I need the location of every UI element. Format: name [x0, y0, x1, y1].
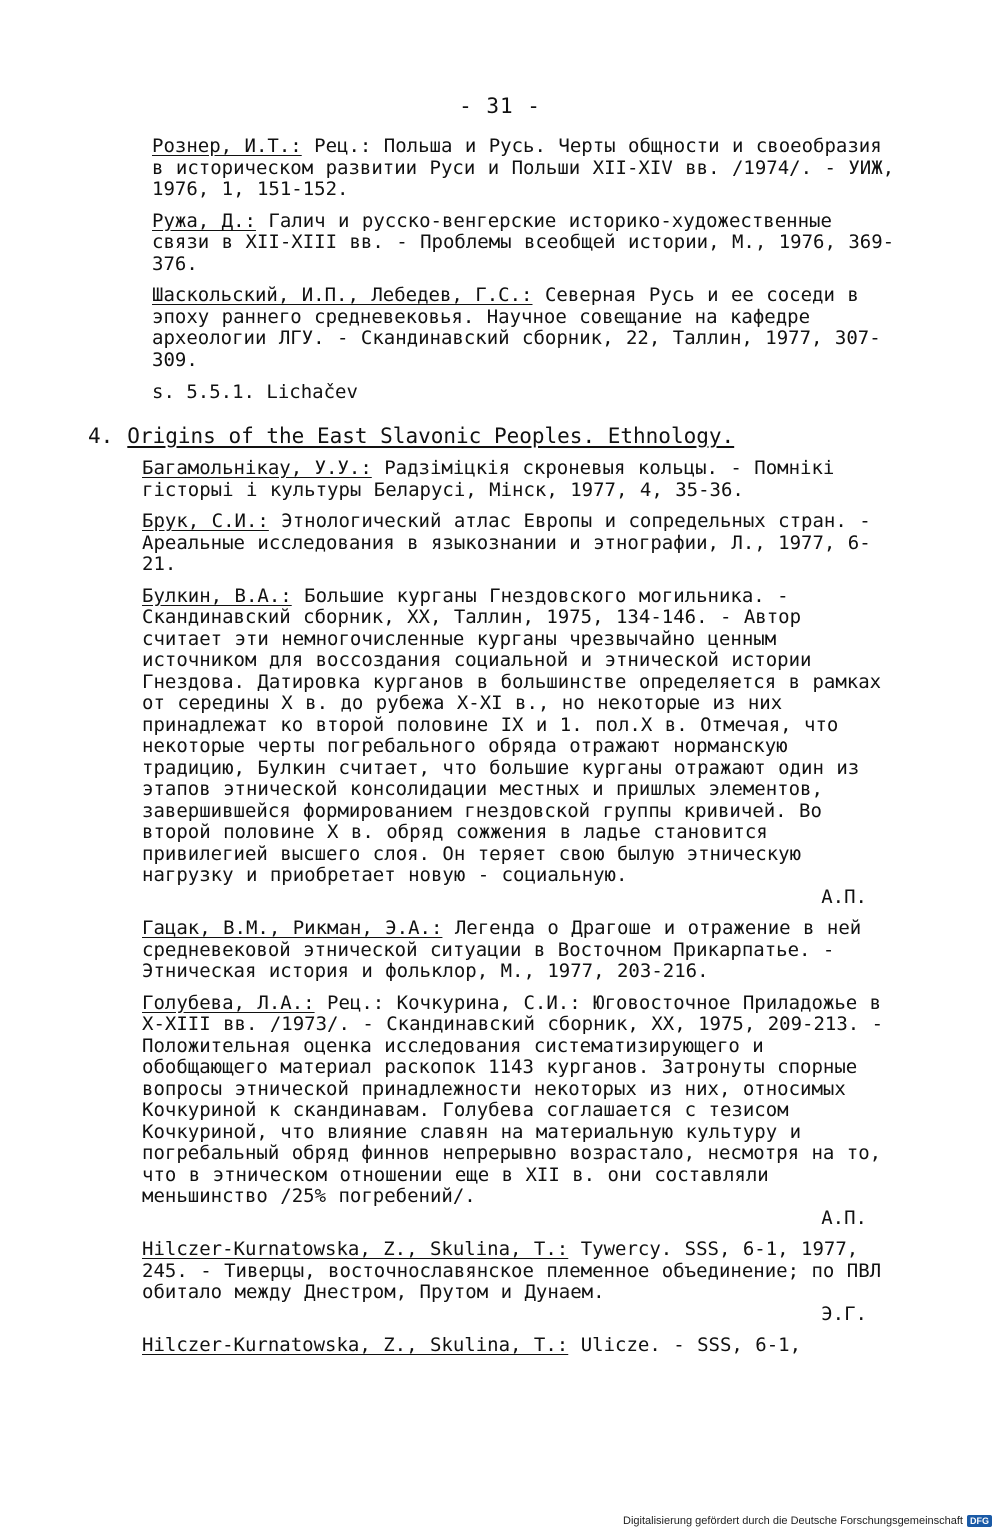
- entry-authors: Булкин, В.А.:: [142, 584, 292, 607]
- entry-text: Радзіміцкія скроневыя кольцы. - Помнікі гісторыі і культуры Беларусі, Мінск, 1977, 4, 35-36.: [142, 457, 835, 501]
- entry-text: Галич и русско-венгерские историко-художественные связи в XII-XIII вв. - Проблемы всеобщей истории, М., 1976, 369-376.: [152, 209, 895, 275]
- entry-text: Рец.: Кочкурина, С.И.: Юговосточное Приладожье в X-XIII вв. /1973/. - Скандинавский сборник, XX, 1975, 209-213. - Положительная оценка исследования систематизирующего и обобщающего материал раскопок 1143 курганов. Затронуты спорные вопросы этнической принадлежности некоторых из них, относимых Кочкуриной к скандинавам. Голубева соглашается с тезисом Кочкуриной, что влияние славян на материальную культуру и погребальный обряд финнов непрерывно возрастало, несмотря на то, что в этническом отношении еще в XII в. они составляли меньшинство /25% погребений/.: [142, 991, 884, 1207]
- bibliography-entry: [142, 586, 887, 909]
- reviewer-initials: Э.Г.: [821, 1302, 867, 1325]
- bibliography-entry: [152, 285, 897, 371]
- digitization-footer: [623, 1515, 992, 1527]
- reviewer-initials: А.П.: [821, 1206, 867, 1229]
- page-number: - 31 -: [459, 94, 541, 118]
- bibliography-entry: [152, 211, 897, 276]
- entry-authors: Гацак, В.М., Рикман, Э.А.:: [142, 917, 443, 939]
- entry-authors: Ружа, Д.:: [152, 209, 256, 232]
- entry-text: Большие курганы Гнездовского могильника. - Скандинавский сборник, XX, Таллин, 1975, 134-146. - Автор считает эти немногочисленные курганы чрезвычайно ценным источником для воссоздания социальной и этнической истории Гнездова. Датировка курганов в большинстве определяется в рамках от середины X в. до рубежа X-XI в., но некоторые из них принадлежат ко второй половине IX и 1. пол.X в. Отмечая, что некоторые черты погребального обряда отражают норманскую традицию, Булкин считает, что большие курганы отражают один из этапов этнической консолидации местных и пришлых элементов, завершившейся формированием гнездовской группы кривичей. Во второй половине X в. обряд сожжения в ладье становится привилегией высшего слоя. Он теряет свою былую этническую нагрузку и приобретает новую - социальную.: [142, 584, 882, 886]
- section-number: 4.: [88, 424, 114, 448]
- section-heading: [88, 424, 734, 448]
- entry-authors: Hilczer-Kurnatowska, Z., Skulina, T.:: [142, 1238, 569, 1260]
- entry-authors: Рознер, И.Т.:: [152, 135, 302, 157]
- bibliography-entry: [142, 458, 887, 501]
- entry-text: Ulicze. - SSS, 6-1,: [568, 1334, 802, 1356]
- entry-authors: Hilczer-Kurnatowska, Z., Skulina, T.:: [142, 1334, 569, 1356]
- entry-text: Рец.: Польша и Русь. Черты общности и своеобразия в историческом развитии Руси и Польши XII-XIV вв. /1974/. - УИЖ, 1976, 1, 151-152.: [152, 135, 895, 200]
- entry-text: Легенда о Драгоше и отражение в ней средневековой этнической ситуации в Восточном Прикарпатье. - Этническая история и фольклор, М., 1977, 203-216.: [142, 917, 862, 982]
- entry-text: Этнологический атлас Европы и сопредельных стран. - Ареальные исследования в языкознании и этнографии, Л., 1977, 6-21.: [142, 510, 871, 575]
- bibliography-entry: [142, 1239, 887, 1325]
- entry-authors: Брук, С.И.:: [142, 510, 269, 532]
- dfg-logo: DFG: [967, 1515, 992, 1527]
- bibliography-entry: [142, 511, 887, 576]
- bibliography-entry: [152, 136, 897, 201]
- entry-text: Северная Русь и ее соседи в эпоху раннего средневековья. Научное совещание на кафедре археологии ЛГУ. - Скандинавский сборник, 22, Таллин, 1977, 307-309.: [152, 284, 881, 371]
- see-reference: s. 5.5.1. Lichačev: [152, 381, 358, 403]
- reviewer-initials: А.П.: [821, 885, 867, 908]
- bibliography-entry: [142, 993, 887, 1230]
- continued-bibliography: [152, 136, 897, 403]
- section-title: Origins of the East Slavonic Peoples. Ethnology.: [127, 424, 735, 448]
- footer-text: Digitalisierung gefördert durch die Deutsche Forschungsgemeinschaft: [623, 1515, 963, 1527]
- entry-text: Tywercy. SSS, 6-1, 1977, 245. - Тиверцы, восточнославянское племенное объединение; по ПВЛ обитало между Днестром, Прутом и Дунаем.: [142, 1238, 882, 1303]
- bibliography-entry: [142, 918, 887, 983]
- entry-authors: Шаскольский, И.П., Лебедев, Г.С.:: [152, 284, 533, 306]
- entry-authors: Багамольнікау, У.У.:: [142, 457, 372, 479]
- entry-authors: Голубева, Л.А.:: [142, 991, 315, 1014]
- section-bibliography: [142, 458, 887, 1367]
- bibliography-entry: [142, 1335, 887, 1357]
